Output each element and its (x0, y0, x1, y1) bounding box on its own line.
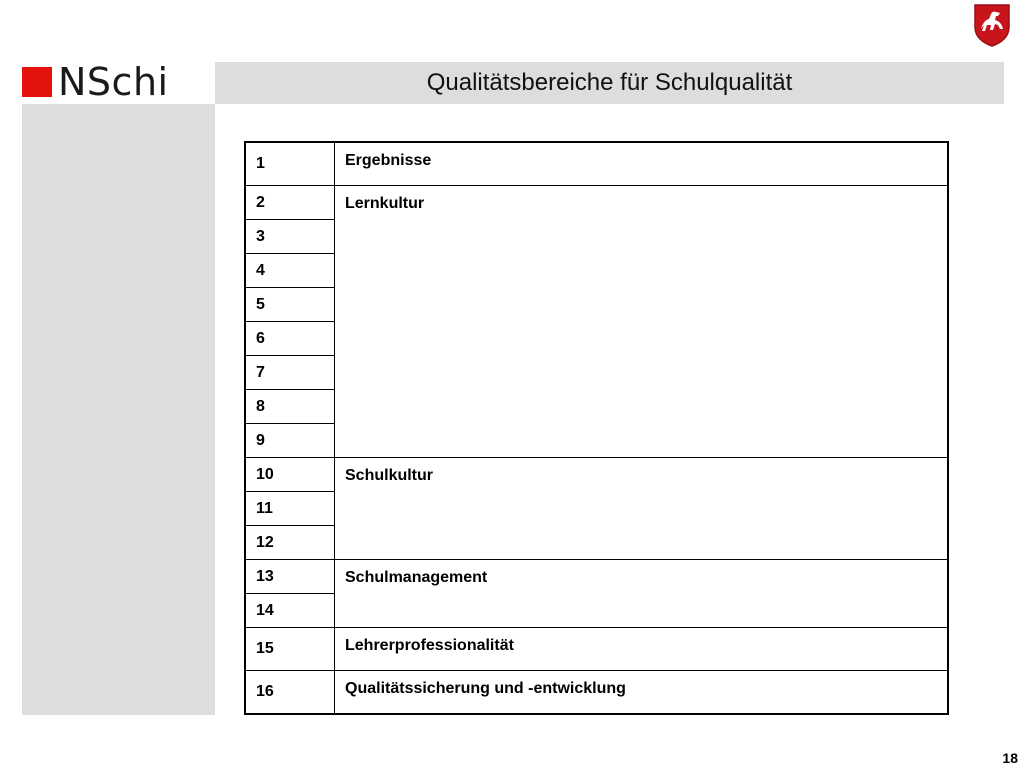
quality-areas-table (244, 141, 949, 715)
area-number-cell: 5 (245, 288, 335, 322)
logo-red-square (22, 67, 52, 97)
title-bar (215, 62, 1004, 104)
area-number-cell: 9 (245, 424, 335, 458)
area-number-cell: 15 (245, 628, 335, 671)
area-number-cell: 3 (245, 220, 335, 254)
table-row (245, 671, 948, 715)
table-row (245, 186, 948, 220)
area-number-cell: 2 (245, 186, 335, 220)
table-row (245, 458, 948, 492)
area-name-cell: Schulmanagement (335, 560, 949, 628)
area-number-cell: 14 (245, 594, 335, 628)
area-number-cell: 7 (245, 356, 335, 390)
table-row (245, 142, 948, 186)
table-row (245, 560, 948, 594)
area-number-cell: 13 (245, 560, 335, 594)
area-number-cell: 1 (245, 142, 335, 186)
area-number-cell: 12 (245, 526, 335, 560)
area-name-cell: Lehrerprofessionalität (335, 628, 949, 671)
sidebar-panel (22, 104, 215, 715)
logo (22, 60, 169, 104)
area-number-cell: 4 (245, 254, 335, 288)
area-name-cell: Schulkultur (335, 458, 949, 560)
area-number-cell: 10 (245, 458, 335, 492)
logo-text: NSchi (58, 60, 169, 104)
area-name-cell: Lernkultur (335, 186, 949, 458)
area-number-cell: 6 (245, 322, 335, 356)
area-name-cell: Qualitätssicherung und -entwicklung (335, 671, 949, 715)
area-number-cell: 8 (245, 390, 335, 424)
table-row (245, 628, 948, 671)
coat-of-arms-icon (973, 3, 1011, 47)
area-number-cell: 11 (245, 492, 335, 526)
page-title: Qualitätsbereiche für Schulqualität (426, 69, 793, 96)
page-number: 18 (1002, 750, 1018, 766)
area-number-cell: 16 (245, 671, 335, 715)
area-name-cell: Ergebnisse (335, 142, 949, 186)
